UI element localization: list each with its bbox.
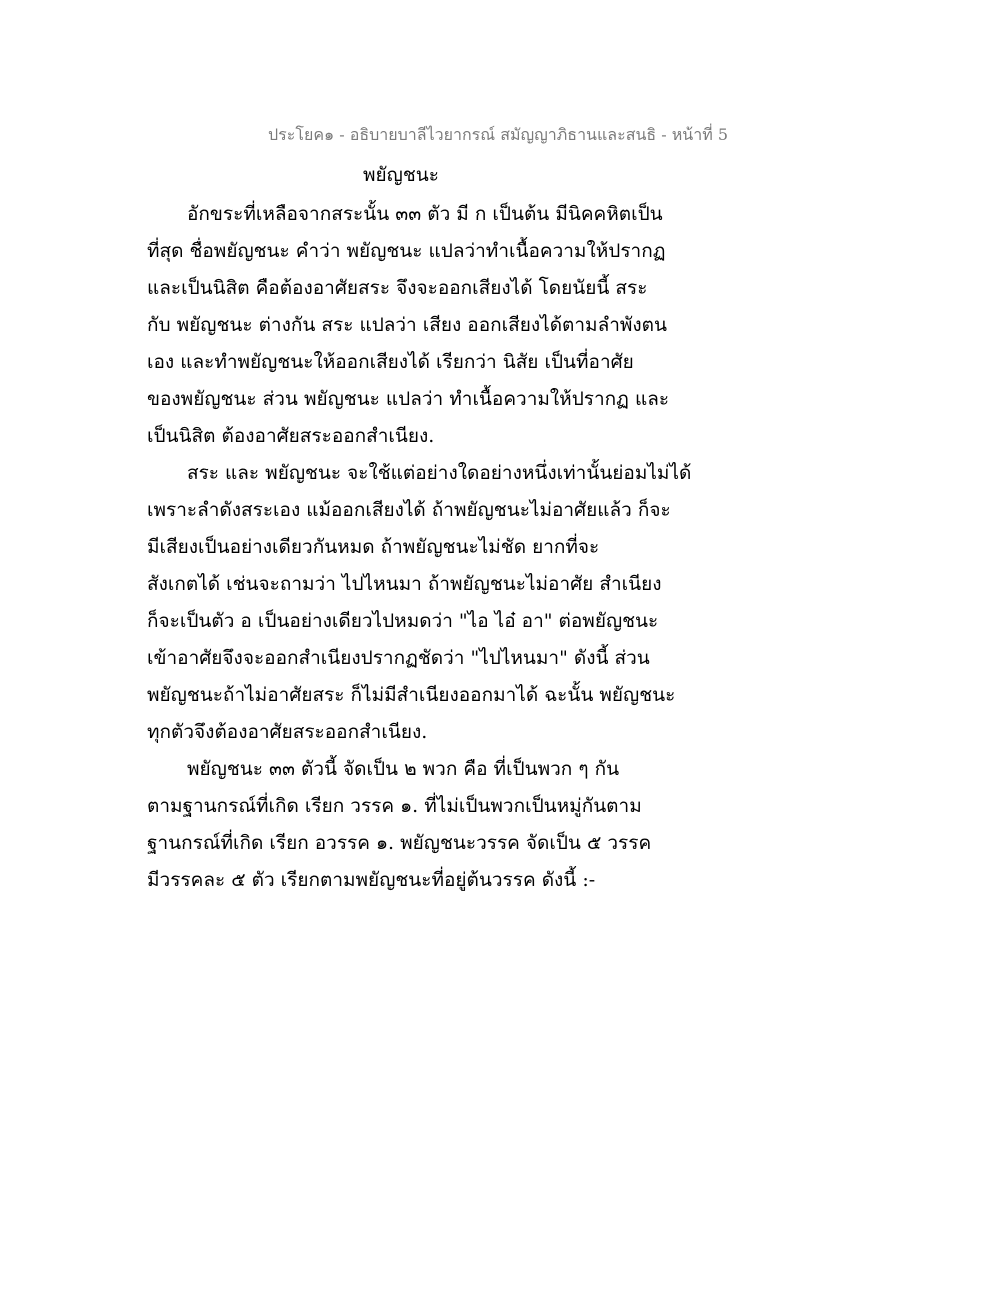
section-title: พยัญชนะ (363, 164, 439, 186)
paragraph-line: พยัญชนะ ๓๓ ตัวนี้ จัดเป็น ๒ พวก คือ ที่เป็นพวก ๆ กัน (187, 758, 620, 780)
paragraph-line: ของพยัญชนะ ส่วน พยัญชนะ แปลว่า ทำเนื้อความให้ปรากฏ และ (147, 388, 670, 410)
paragraph-line: กับ พยัญชนะ ต่างกัน สระ แปลว่า เสียง ออกเสียงได้ตามลำพังตน (147, 314, 668, 336)
paragraph-line: และเป็นนิสิต คือต้องอาศัยสระ จึงจะออกเสียงได้ โดยนัยนี้ สระ (147, 277, 648, 299)
paragraph-line: สระ และ พยัญชนะ จะใช้แต่อย่างใดอย่างหนึ่งเท่านั้นย่อมไม่ได้ (187, 462, 692, 484)
paragraph-line: มีวรรคละ ๕ ตัว เรียกตามพยัญชนะที่อยู่ต้นวรรค ดังนี้ :- (147, 869, 596, 891)
paragraph-line: ที่สุด ชื่อพยัญชนะ คำว่า พยัญชนะ แปลว่าทำเนื้อความให้ปรากฏ (147, 240, 666, 262)
paragraph-line: อักขระที่เหลือจากสระนั้น ๓๓ ตัว มี ก เป็นต้น มีนิคคหิตเป็น (187, 203, 663, 225)
paragraph-line: เพราะลำดังสระเอง แม้ออกเสียงได้ ถ้าพยัญชนะไม่อาศัยแล้ว ก็จะ (147, 499, 671, 521)
paragraph-line: เข้าอาศัยจึงจะออกสำเนียงปรากฏชัดว่า "ไปไหนมา" ดังนี้ ส่วน (147, 647, 650, 669)
paragraph-line: เป็นนิสิต ต้องอาศัยสระออกสำเนียง. (147, 425, 435, 447)
paragraph-line: สังเกตได้ เช่นจะถามว่า ไปไหนมา ถ้าพยัญชนะไม่อาศัย สำเนียง (147, 573, 662, 595)
running-header: ประโยค๑ - อธิบายบาลีไวยากรณ์ สมัญญาภิธานและสนธิ - หน้าที่ 5 (268, 125, 729, 144)
paragraph-line: ตามฐานกรณ์ที่เกิด เรียก วรรค ๑. ที่ไม่เป็นพวกเป็นหมู่กันตาม (147, 795, 642, 817)
body-text (147, 196, 707, 899)
paragraph-line: ทุกตัวจึงต้องอาศัยสระออกสำเนียง. (147, 721, 428, 743)
paragraph-line: ก็จะเป็นตัว อ เป็นอย่างเดียวไปหมดว่า "ไอ ไอ๋ อา" ต่อพยัญชนะ (147, 610, 659, 632)
paragraph-line: ฐานกรณ์ที่เกิด เรียก อวรรค ๑. พยัญชนะวรรค จัดเป็น ๕ วรรค (147, 832, 652, 854)
paragraph-line: พยัญชนะถ้าไม่อาศัยสระ ก็ไม่มีสำเนียงออกมาได้ ฉะนั้น พยัญชนะ (147, 684, 676, 706)
paragraph-line: มีเสียงเป็นอย่างเดียวกันหมด ถ้าพยัญชนะไม่ชัด ยากที่จะ (147, 536, 600, 558)
paragraph-line: เอง และทำพยัญชนะให้ออกเสียงได้ เรียกว่า นิสัย เป็นที่อาศัย (147, 351, 634, 373)
